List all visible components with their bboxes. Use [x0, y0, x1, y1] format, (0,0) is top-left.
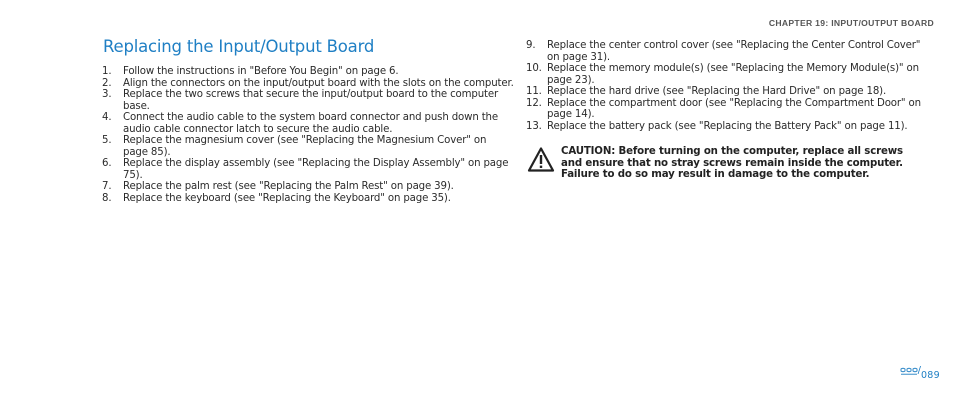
- step-text: Replace the two screws that secure the input/output board to the computer base.: [123, 89, 499, 112]
- step-number: 9.: [526, 40, 536, 51]
- page-title: Replacing the Input/Output Board: [103, 37, 375, 56]
- step-text: Replace the center control cover (see "Replacing the Center Control Cover" on page 31).: [547, 40, 921, 63]
- step-text: Replace the battery pack (see "Replacing the Battery Pack" on page 11).: [547, 120, 908, 132]
- steps-list-left: [102, 66, 514, 204]
- step-number: 11.: [526, 86, 542, 97]
- step-number: 10.: [526, 63, 542, 74]
- list-item: [102, 112, 514, 135]
- list-item: [526, 63, 931, 86]
- step-text: Align the connectors on the input/output board with the slots on the computer.: [123, 77, 514, 89]
- step-number: 3.: [102, 89, 112, 100]
- list-item: [526, 98, 931, 121]
- step-text: Replace the compartment door (see "Replacing the Compartment Door" on page 14).: [547, 97, 921, 120]
- step-number: 2.: [102, 77, 112, 89]
- step-number: 1.: [102, 66, 112, 77]
- chapter-header: CHAPTER 19: INPUT/OUTPUT BOARD: [768, 18, 934, 28]
- step-text: Replace the memory module(s) (see "Replacing the Memory Module(s)" on page 23).: [547, 63, 919, 86]
- step-text: Follow the instructions in "Before You Begin" on page 6.: [123, 66, 399, 77]
- list-item: [102, 181, 514, 193]
- list-item: [102, 66, 514, 78]
- list-item: [102, 78, 514, 90]
- step-number: 12.: [526, 97, 542, 109]
- caution-note: [527, 146, 927, 181]
- page-footer: [900, 366, 940, 381]
- list-item: [102, 193, 514, 205]
- step-number: 13.: [526, 120, 542, 132]
- page-number: 089: [920, 370, 940, 381]
- step-text: Replace the keyboard (see "Replacing the Keyboard" on page 35).: [123, 192, 451, 204]
- step-text: Connect the audio cable to the system board connector and push down the audio cable connector latch to secure the audio cable.: [123, 112, 498, 135]
- caution-text: CAUTION: Before turning on the computer, replace all screws and ensure that no stray screws remain inside the computer. Failure to do so may result in damage to the computer.: [561, 146, 903, 181]
- step-text: Replace the hard drive (see "Replacing the Hard Drive" on page 18).: [547, 86, 887, 97]
- list-item: [526, 121, 931, 133]
- step-text: Replace the magnesium cover (see "Replacing the Magnesium Cover" on page 85).: [123, 135, 487, 158]
- list-item: [102, 135, 514, 158]
- list-item: [102, 89, 514, 112]
- step-text: Replace the display assembly (see "Replacing the Display Assembly" on page 75).: [123, 158, 509, 181]
- list-item: [102, 158, 514, 181]
- step-text: Replace the palm rest (see "Replacing the Palm Rest" on page 39).: [123, 181, 454, 192]
- list-item: [526, 40, 931, 63]
- warning-triangle-icon: [527, 146, 555, 174]
- step-number: 6.: [102, 158, 112, 169]
- steps-list-right: [526, 40, 931, 132]
- step-number: 7.: [102, 181, 112, 192]
- step-number: 4.: [102, 112, 112, 123]
- page-separator: /: [917, 365, 921, 376]
- step-number: 5.: [102, 135, 112, 146]
- step-number: 8.: [102, 192, 112, 204]
- alienware-logo-icon: [900, 367, 918, 376]
- list-item: [526, 86, 931, 98]
